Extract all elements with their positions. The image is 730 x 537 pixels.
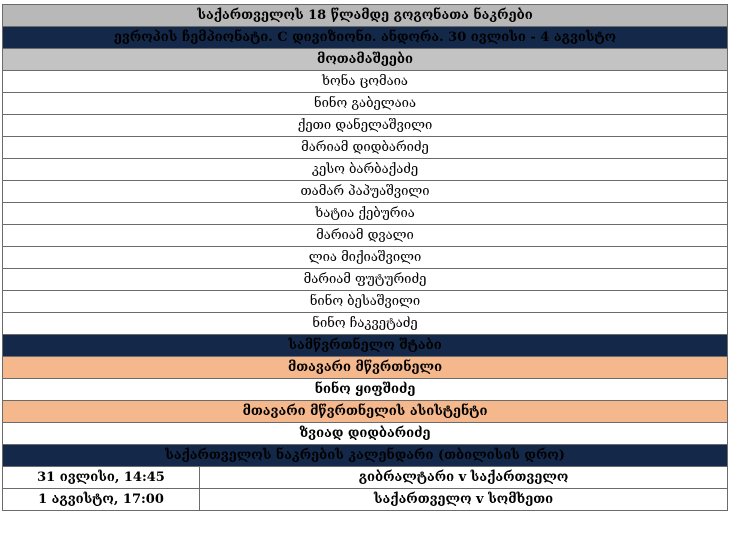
player-row (3, 93, 728, 115)
game-date: 1 აგვისტო, 17:00 (3, 489, 200, 511)
player-row (3, 181, 728, 203)
assistant-label: მთავარი მწვრთნელის ასისტენტი (3, 401, 728, 423)
title-row (3, 5, 728, 27)
assistant-name: ზვიად დიდბარიძე (3, 423, 728, 445)
player-name: ლია მიქიაშვილი (3, 247, 728, 269)
player-name: მარიამ ფუტურიძე (3, 269, 728, 291)
head-coach-name: ნინო ყიფშიძე (3, 379, 728, 401)
player-name: ნინო გაბელაია (3, 93, 728, 115)
player-row (3, 247, 728, 269)
player-row (3, 137, 728, 159)
player-row (3, 291, 728, 313)
player-name: ქეთი დანელაშვილი (3, 115, 728, 137)
event-title: ევროპის ჩემპიონატი. C დივიზიონი. ანდორა. 30 ივლისი - 4 აგვისტო (3, 27, 728, 49)
player-name: კესო ბარბაქაძე (3, 159, 728, 181)
players-heading-row (3, 49, 728, 71)
roster-table (2, 4, 728, 511)
player-name: ხონა ცომაია (3, 71, 728, 93)
player-name: თამარ პაპუაშვილი (3, 181, 728, 203)
assistant-row (3, 423, 728, 445)
game-row (3, 489, 728, 511)
player-name: მარიამ დიდბარიძე (3, 137, 728, 159)
game-date: 31 ივლისი, 14:45 (3, 467, 200, 489)
player-row (3, 225, 728, 247)
players-heading: მოთამაშეები (3, 49, 728, 71)
game-match: საქართველო v სომხეთი (200, 489, 728, 511)
player-row (3, 203, 728, 225)
player-row (3, 71, 728, 93)
head-coach-label: მთავარი მწვრთნელი (3, 357, 728, 379)
player-row (3, 159, 728, 181)
player-name: ნინო ბესაშვილი (3, 291, 728, 313)
player-row (3, 115, 728, 137)
team-title: საქართველოს 18 წლამდე გოგონათა ნაკრები (3, 5, 728, 27)
head-coach-row (3, 379, 728, 401)
player-name: ხატია ქებურია (3, 203, 728, 225)
event-row (3, 27, 728, 49)
player-row (3, 269, 728, 291)
staff-heading: სამწვრთნელო შტაბი (3, 335, 728, 357)
head-coach-label-row (3, 357, 728, 379)
schedule-heading-row (3, 445, 728, 467)
player-row (3, 313, 728, 335)
player-name: მარიამ დვალი (3, 225, 728, 247)
game-match: გიბრალტარი v საქართველო (200, 467, 728, 489)
schedule-heading: საქართველოს ნაკრების კალენდარი (თბილისის დრო) (3, 445, 728, 467)
assistant-label-row (3, 401, 728, 423)
staff-heading-row (3, 335, 728, 357)
player-name: ნინო ჩაკვეტაძე (3, 313, 728, 335)
game-row (3, 467, 728, 489)
